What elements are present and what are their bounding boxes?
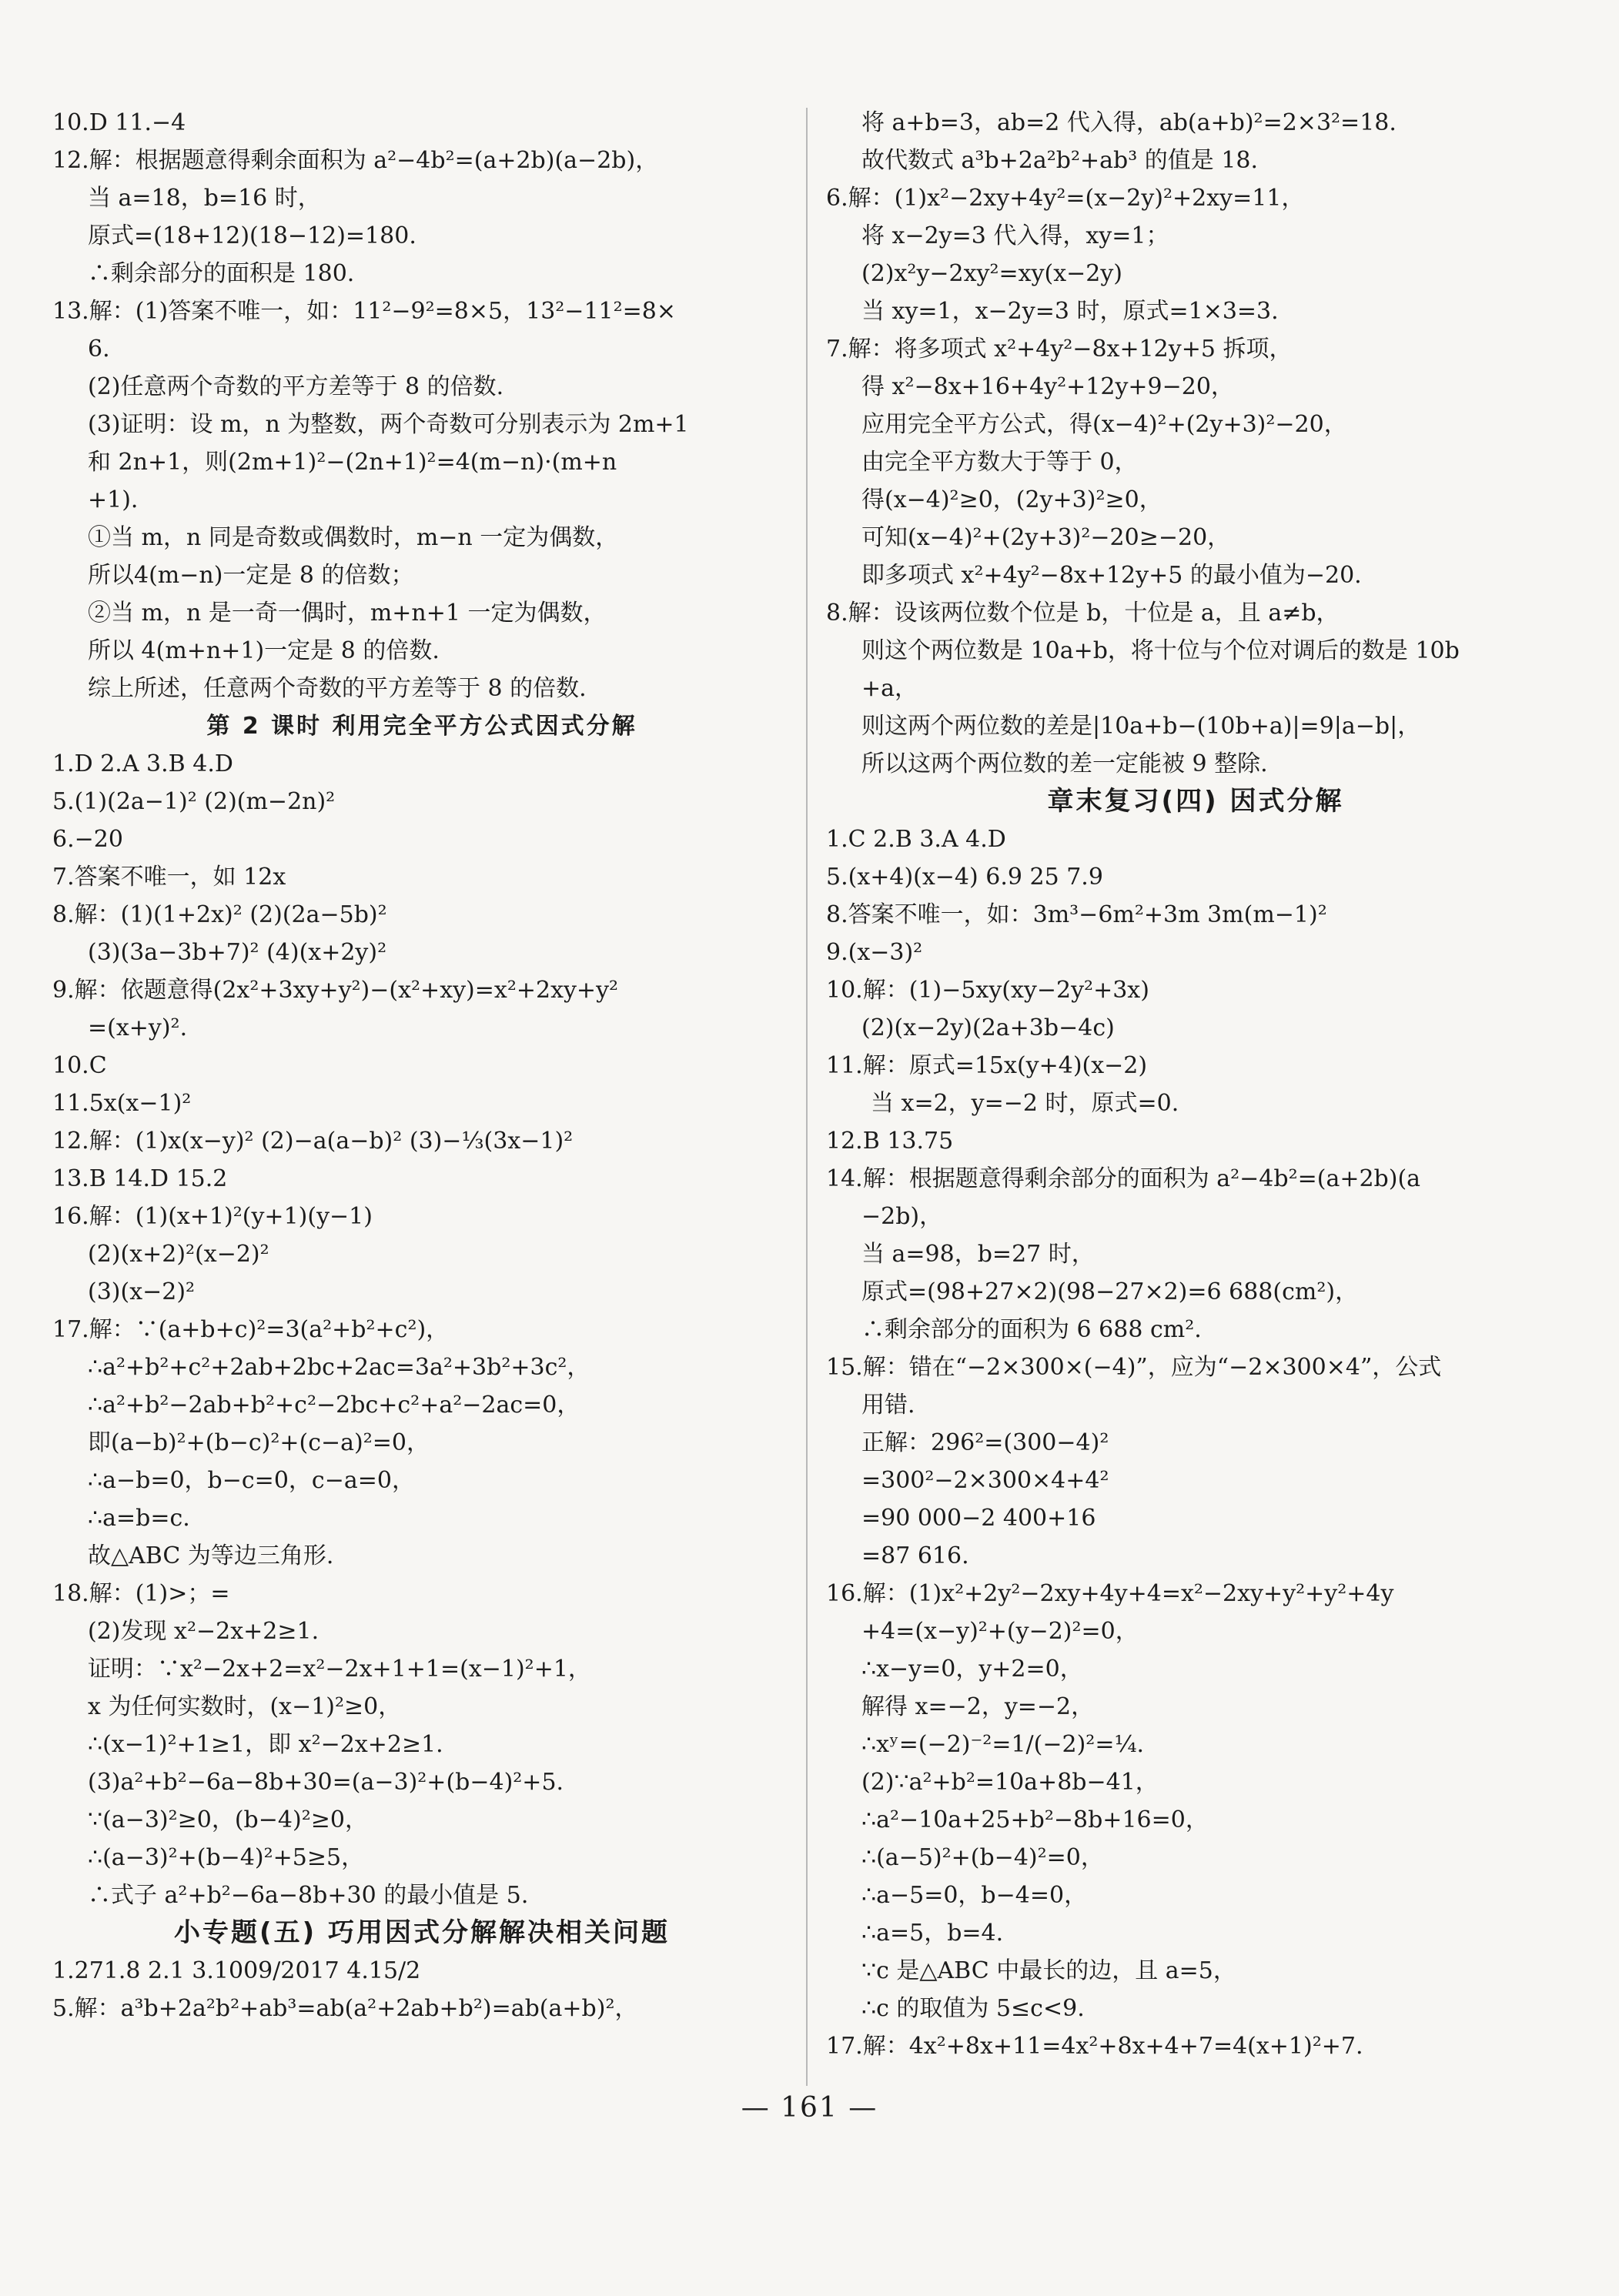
- answer-line: 8.解：(1)(1+2x)² (2)(2a−5b)²: [52, 901, 387, 928]
- answer-line: 5.(1)(2a−1)² (2)(m−2n)²: [52, 788, 336, 815]
- answer-line: ①当 m，n 同是奇数或偶数时，m−n 一定为偶数，: [88, 524, 619, 551]
- answer-line: ∴(x−1)²+1≥1，即 x²−2x+2≥1.: [88, 1731, 443, 1758]
- answer-line: 用错.: [861, 1392, 915, 1419]
- answer-line: 7.答案不唯一，如 12x: [52, 864, 286, 891]
- answer-line: ∴a²−10a+25+b²−8b+16=0，: [861, 1806, 1209, 1833]
- answer-line: ∴a−b=0，b−c=0，c−a=0，: [88, 1467, 415, 1494]
- answer-line: 7.解：将多项式 x²+4y²−8x+12y+5 拆项，: [826, 336, 1293, 363]
- answer-line: 6.−20: [52, 826, 123, 853]
- answer-line: 故代数式 a³b+2a²b²+ab³ 的值是 18.: [861, 147, 1259, 174]
- answer-line: 得 x²−8x+16+4y²+12y+9−20，: [861, 373, 1234, 400]
- answer-line: 16.解：(1)(x+1)²(y+1)(y−1): [52, 1203, 373, 1230]
- answer-line: 1.C 2.B 3.A 4.D: [826, 826, 1006, 853]
- answer-line: 13.解：(1)答案不唯一，如：11²−9²=8×5，13²−11²=8×: [52, 298, 676, 325]
- answer-line: +1).: [88, 486, 139, 513]
- answer-line: 9.(x−3)²: [826, 939, 923, 966]
- left-answer-column: [52, 104, 791, 2027]
- answer-line: 综上所述，任意两个奇数的平方差等于 8 的倍数.: [88, 675, 587, 702]
- answer-line: (2)∵a²+b²=10a+8b−41，: [861, 1769, 1159, 1796]
- answer-line: 10.D 11.−4: [52, 109, 186, 136]
- answer-line: (2)发现 x²−2x+2≥1.: [88, 1618, 319, 1645]
- answer-line: 证明：∵x²−2x+2=x²−2x+1+1=(x−1)²+1，: [88, 1656, 591, 1683]
- answer-line: ②当 m，n 是一奇一偶时，m+n+1 一定为偶数，: [88, 600, 607, 627]
- answer-line: 即(a−b)²+(b−c)²+(c−a)²=0，: [88, 1429, 430, 1456]
- answer-line: 5.解：a³b+2a²b²+ab³=ab(a²+2ab+b²)=ab(a+b)²，: [52, 1995, 638, 2022]
- answer-line: 原式=(98+27×2)(98−27×2)=6 688(cm²)，: [861, 1278, 1359, 1305]
- answer-line: ∴a−5=0，b−4=0，: [861, 1882, 1088, 1909]
- answer-line: 正解：296²=(300−4)²: [861, 1429, 1109, 1456]
- answer-line: ∴剩余部分的面积是 180.: [88, 260, 355, 287]
- answer-line: 当 xy=1，x−2y=3 时，原式=1×3=3.: [861, 298, 1279, 325]
- answer-line: 12.B 13.75: [826, 1128, 954, 1155]
- answer-line: 将 a+b=3，ab=2 代入得，ab(a+b)²=2×3²=18.: [861, 109, 1397, 136]
- answer-line: ∵c 是△ABC 中最长的边，且 a=5，: [861, 1957, 1236, 1984]
- column-divider: [806, 108, 808, 2086]
- answer-line: ∴a=5，b=4.: [861, 1920, 1004, 1947]
- answer-line: 11.5x(x−1)²: [52, 1090, 192, 1117]
- answer-line: −2b)，: [861, 1203, 943, 1230]
- answer-line: (2)x²y−2xy²=xy(x−2y): [861, 260, 1123, 287]
- right-answer-column: [826, 104, 1565, 2065]
- answer-line: ∴xʸ=(−2)⁻²=1/(−2)²=¼.: [861, 1731, 1145, 1758]
- answer-line: 1.D 2.A 3.B 4.D: [52, 750, 233, 777]
- answer-line: 可知(x−4)²+(2y+3)²−20≥−20，: [861, 524, 1231, 551]
- answer-line: 17.解：4x²+8x+11=4x²+8x+4+7=4(x+1)²+7.: [826, 2033, 1363, 2060]
- answer-line: 则这两个两位数的差是|10a+b−(10b+a)|=9|a−b|，: [861, 713, 1421, 740]
- answer-line: 所以4(m−n)一定是 8 的倍数；: [88, 562, 414, 589]
- answer-line: (3)证明：设 m，n 为整数，两个奇数可分别表示为 2m+1: [88, 411, 689, 438]
- answer-line: 17.解：∵(a+b+c)²=3(a²+b²+c²)，: [52, 1316, 450, 1343]
- answer-line: +4=(x−y)²+(y−2)²=0，: [861, 1618, 1139, 1645]
- answer-line: (3)(3a−3b+7)² (4)(x+2y)²: [88, 939, 387, 966]
- answer-line: 当 a=18，b=16 时，: [88, 185, 321, 212]
- answer-line: 由完全平方数大于等于 0，: [861, 449, 1138, 476]
- answer-line: 当 x=2，y=−2 时，原式=0.: [871, 1090, 1179, 1117]
- answer-line: 得(x−4)²≥0，(2y+3)²≥0，: [861, 486, 1162, 513]
- answer-line: 所以 4(m+n+1)一定是 8 的倍数.: [88, 637, 440, 664]
- answer-line: 6.解：(1)x²−2xy+4y²=(x−2y)²+2xy=11，: [826, 185, 1305, 212]
- answer-line: 1.271.8 2.1 3.1009/2017 4.15/2: [52, 1957, 421, 1984]
- answer-line: 故△ABC 为等边三角形.: [88, 1542, 334, 1569]
- answer-line: 应用完全平方公式，得(x−4)²+(2y+3)²−20，: [861, 411, 1347, 438]
- answer-line: ∴a²+b²−2ab+b²+c²−2bc+c²+a²−2ac=0，: [88, 1392, 580, 1419]
- answer-line: 13.B 14.D 15.2: [52, 1165, 228, 1192]
- answer-line: 解得 x=−2，y=−2，: [861, 1693, 1095, 1720]
- answer-line: (2)(x+2)²(x−2)²: [88, 1241, 269, 1268]
- answer-line: 6.: [88, 336, 110, 363]
- answer-line: 16.解：(1)x²+2y²−2xy+4y+4=x²−2xy+y²+y²+4y: [826, 1580, 1394, 1607]
- answer-line: 5.(x+4)(x−4) 6.9 25 7.9: [826, 864, 1103, 891]
- answer-line: 12.解：(1)x(x−y)² (2)−a(a−b)² (3)−⅓(3x−1)²: [52, 1128, 574, 1155]
- answer-line: ∴c 的取值为 5≤c<9.: [861, 1995, 1085, 2022]
- answer-line: ∴式子 a²+b²−6a−8b+30 的最小值是 5.: [88, 1882, 529, 1909]
- answer-line: (3)(x−2)²: [88, 1278, 196, 1305]
- answer-line: 则这个两位数是 10a+b，将十位与个位对调后的数是 10b: [861, 637, 1460, 664]
- answer-line: (3)a²+b²−6a−8b+30=(a−3)²+(b−4)²+5.: [88, 1769, 564, 1796]
- answer-line: 11.解：原式=15x(y+4)(x−2): [826, 1052, 1148, 1079]
- answer-line: ∵(a−3)²≥0，(b−4)²≥0，: [88, 1806, 368, 1833]
- answer-line: 9.解：依题意得(2x²+3xy+y²)−(x²+xy)=x²+2xy+y²: [52, 977, 619, 1004]
- answer-line: 10.C: [52, 1052, 107, 1079]
- answer-line: =87 616.: [861, 1542, 969, 1569]
- answer-line: ∴剩余部分的面积为 6 688 cm².: [861, 1316, 1202, 1343]
- answer-line: ∴x−y=0，y+2=0，: [861, 1656, 1083, 1683]
- answer-line: ∴(a−3)²+(b−4)²+5≥5，: [88, 1844, 365, 1871]
- answer-line: 14.解：根据题意得剩余部分的面积为 a²−4b²=(a+2b)(a: [826, 1165, 1421, 1192]
- answer-line: =90 000−2 400+16: [861, 1505, 1096, 1532]
- answer-line: 18.解：(1)>；=: [52, 1580, 230, 1607]
- answer-line: 8.答案不唯一，如：3m³−6m²+3m 3m(m−1)²: [826, 901, 1327, 928]
- answer-line: 当 a=98，b=27 时，: [861, 1241, 1095, 1268]
- answer-line: x 为任何实数时，(x−1)²≥0，: [88, 1693, 402, 1720]
- section-heading: 小专题(五) 巧用因式分解解决相关问题: [174, 1917, 670, 1948]
- answer-line: ∴a²+b²+c²+2ab+2bc+2ac=3a²+3b²+3c²，: [88, 1354, 590, 1381]
- answer-line: 所以这两个两位数的差一定能被 9 整除.: [861, 750, 1268, 777]
- section-heading: 章末复习(四) 因式分解: [1047, 786, 1344, 817]
- answer-line: =300²−2×300×4+4²: [861, 1467, 1109, 1494]
- answer-line: =(x+y)².: [88, 1014, 188, 1041]
- answer-line: 12.解：根据题意得剩余面积为 a²−4b²=(a+2b)(a−2b)，: [52, 147, 659, 174]
- answer-line: 15.解：错在“−2×300×(−4)”，应为“−2×300×4”，公式: [826, 1354, 1442, 1381]
- answer-line: 即多项式 x²+4y²−8x+12y+5 的最小值为−20.: [861, 562, 1362, 589]
- answer-line: 原式=(18+12)(18−12)=180.: [88, 222, 416, 249]
- answer-line: 10.解：(1)−5xy(xy−2y²+3x): [826, 977, 1149, 1004]
- answer-line: 和 2n+1，则(2m+1)²−(2n+1)²=4(m−n)·(m+n: [88, 449, 617, 476]
- answer-line: (2)任意两个奇数的平方差等于 8 的倍数.: [88, 373, 504, 400]
- answer-line: 将 x−2y=3 代入得，xy=1；: [861, 222, 1169, 249]
- section-heading: 第 2 课时 利用完全平方公式因式分解: [206, 713, 637, 740]
- answer-line: ∴a=b=c.: [88, 1505, 190, 1532]
- answer-line: (2)(x−2y)(2a+3b−4c): [861, 1014, 1115, 1041]
- page-number: — 161 —: [741, 2092, 878, 2124]
- answer-line: ∴(a−5)²+(b−4)²=0，: [861, 1844, 1104, 1871]
- answer-line: 8.解：设该两位数个位是 b，十位是 a，且 a≠b，: [826, 600, 1340, 627]
- answer-line: +a，: [861, 675, 918, 702]
